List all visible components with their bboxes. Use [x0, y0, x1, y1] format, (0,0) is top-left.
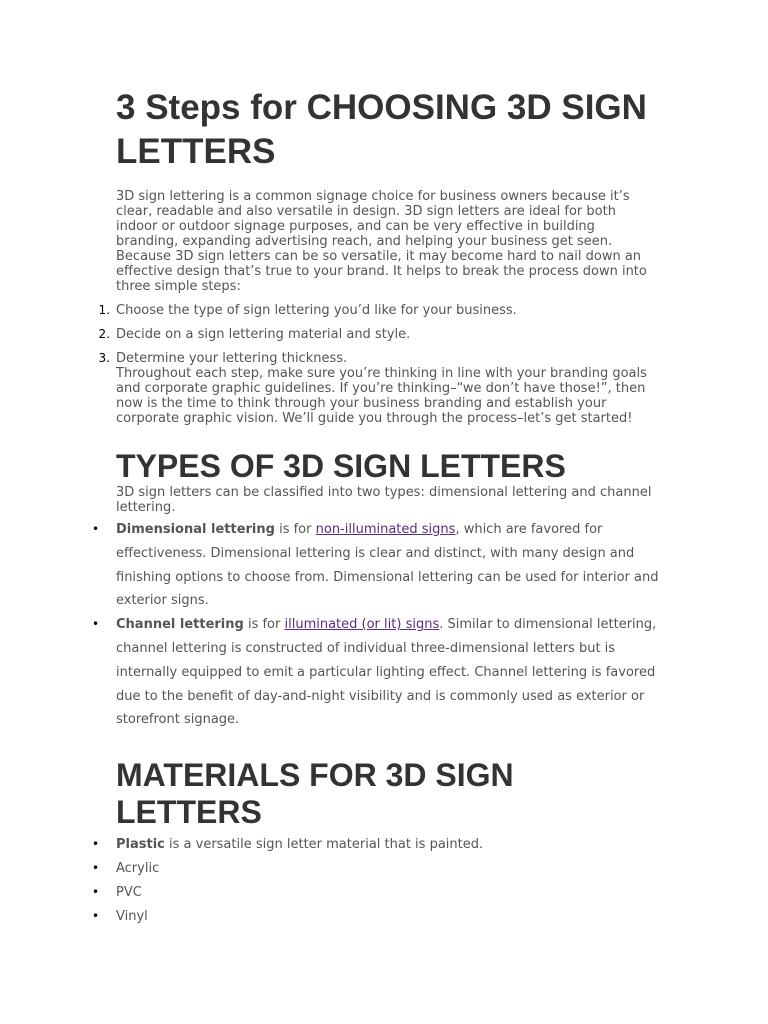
list-number: 2. — [98, 327, 110, 341]
steps-list — [98, 303, 661, 426]
types-list — [92, 518, 661, 732]
material-description: is a versatile sign letter material that is painted. — [164, 837, 484, 853]
page-title: 3 Steps for CHOOSING 3D SIGN LETTERS — [116, 88, 647, 171]
intro-paragraph: 3D sign lettering is a common signage choice for business owners because it’s clear, readable and also versatile in design. 3D sign letters are ideal for both indoor or outdoor signage purposes, and can be very effective in building branding, expanding advertising reach, and helping your business get seen. Because 3D sign letters can be so versatile, it may become hard to nail down an effective design that’s true to your brand. It helps to break the process down into three simple steps: — [116, 189, 647, 294]
materials-heading: MATERIALS FOR 3D SIGN LETTERS — [116, 757, 514, 831]
list-number: 1. — [98, 303, 110, 317]
step-text: Determine your lettering thickness. — [116, 351, 348, 366]
material-name: Acrylic — [116, 860, 160, 876]
bullet: • — [92, 908, 100, 923]
list-item — [98, 303, 661, 318]
type-description: , which are favored for effectiveness. Dimensional lettering is clear and distinct, with many design and finishing options to choose from. Dimensional lettering can be used for interior and exterior signs. — [116, 522, 659, 609]
list-number: 3. — [98, 351, 110, 365]
type-term: Channel lettering — [116, 617, 244, 633]
type-term: Dimensional lettering — [116, 522, 275, 537]
step-text: Choose the type of sign lettering you’d like for your business. — [116, 303, 517, 318]
type-description: . Similar to dimensional lettering, channel lettering is constructed of individual three-dimensional letters but is internally equipped to emit a particular lighting effect. Channel lettering is favored due to the benefit of day-and-night visibility and is commonly used as exterior or storefront signage. — [116, 617, 657, 728]
types-heading: TYPES OF 3D SIGN LETTERS — [116, 448, 566, 484]
bullet: • — [92, 617, 100, 632]
bullet: • — [92, 837, 100, 852]
bullet: • — [92, 884, 100, 899]
material-term: Plastic — [116, 837, 165, 853]
non-illuminated-signs-link[interactable]: non-illuminated signs — [315, 522, 456, 537]
step-text: Decide on a sign lettering material and style. — [116, 327, 411, 342]
type-text: is for — [274, 522, 316, 537]
materials-list — [92, 833, 661, 928]
bullet: • — [92, 860, 100, 875]
list-item — [92, 518, 661, 613]
article — [92, 86, 661, 928]
list-item — [92, 905, 661, 929]
list-item — [92, 833, 661, 857]
material-name: PVC — [116, 884, 142, 900]
list-item — [92, 613, 661, 732]
list-item — [92, 857, 661, 881]
list-item — [92, 881, 661, 905]
bullet: • — [92, 522, 100, 536]
list-item — [98, 327, 661, 342]
illuminated-signs-link[interactable]: illuminated (or lit) signs — [284, 617, 440, 633]
types-intro: 3D sign letters can be classified into two types: dimensional lettering and channel lettering. — [116, 485, 652, 515]
material-name: Vinyl — [116, 908, 148, 924]
steps-followup-text: Throughout each step, make sure you’re thinking in line with your branding goals and corporate graphic guidelines. If you’re thinking–“we don’t have those!”, then now is the time to think through your business branding and establish your corporate graphic vision. We’ll guide you through the process–let’s get started! — [116, 366, 647, 426]
list-item — [98, 351, 661, 426]
type-text: is for — [243, 617, 285, 633]
